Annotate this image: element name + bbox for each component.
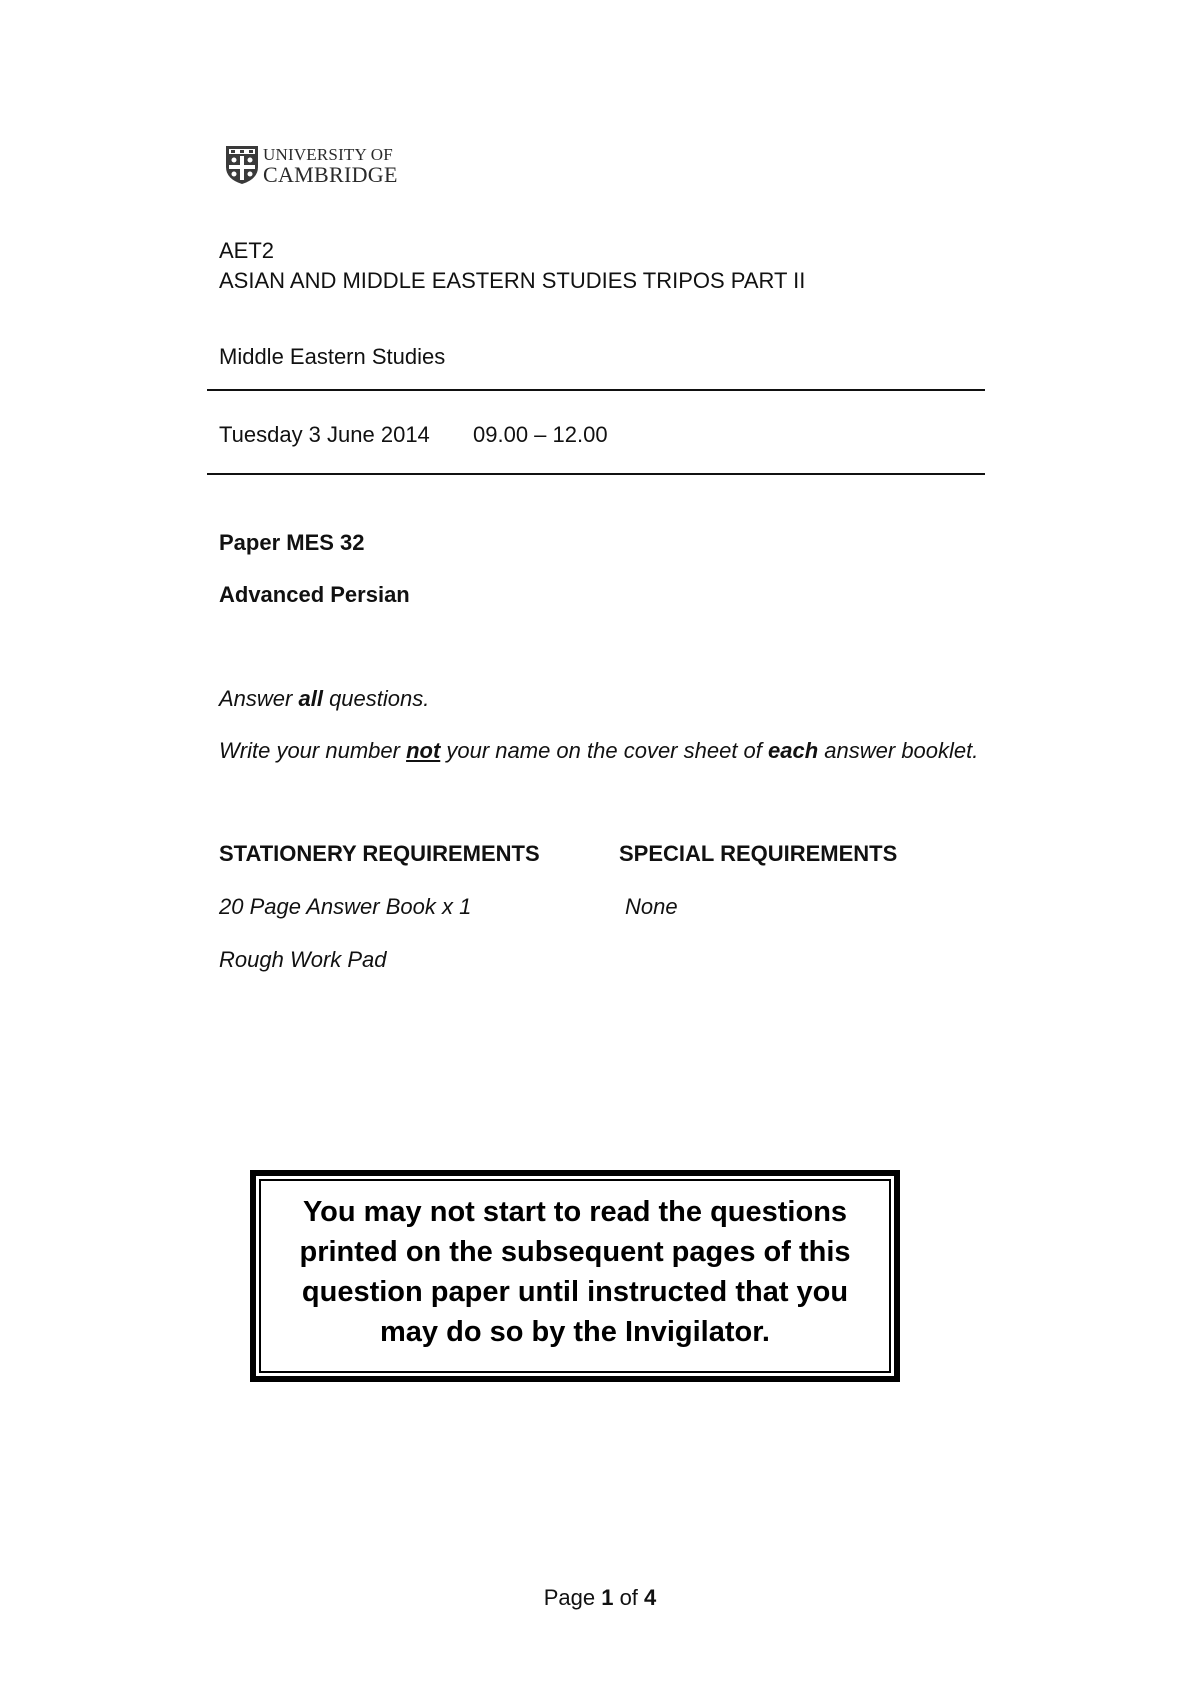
exam-time: 09.00 – 12.00 (473, 422, 608, 447)
subject-name: Middle Eastern Studies (219, 344, 446, 369)
tripos-title: ASIAN AND MIDDLE EASTERN STUDIES TRIPOS PART II (219, 268, 806, 293)
top-rule (207, 389, 985, 391)
paper-title: Advanced Persian (219, 582, 410, 607)
instruction-answer-emph: all (298, 686, 323, 711)
instruction-write-pre: Write your number (219, 738, 407, 763)
logo-line-university-of: UNIVERSITY OF (263, 145, 393, 164)
stationery-item: 20 Page Answer Book x 1 (219, 894, 472, 919)
cambridge-crest-icon (225, 145, 259, 185)
exam-date: Tuesday 3 June 2014 (219, 422, 430, 447)
exam-code: AET2 (219, 238, 275, 263)
invigilator-notice-box (250, 1170, 900, 1382)
instruction-write-not: not (406, 738, 441, 763)
instruction-write-post: answer booklet. (818, 738, 979, 763)
logo-line-cambridge: CAMBRIDGE (263, 162, 398, 187)
notice-inner-frame (259, 1179, 891, 1373)
instruction-write-number (219, 740, 978, 762)
bottom-rule (207, 473, 985, 475)
page-of: of (613, 1585, 645, 1610)
page-total: 4 (644, 1585, 657, 1610)
paper-number: Paper MES 32 (219, 530, 365, 555)
special-item: None (625, 894, 678, 919)
instruction-write-each: each (768, 738, 819, 763)
special-heading: SPECIAL REQUIREMENTS (619, 841, 898, 866)
page-current: 1 (601, 1585, 614, 1610)
page-footer (0, 1587, 1200, 1609)
stationery-item: Rough Work Pad (219, 947, 387, 972)
instruction-answer-post: questions. (322, 686, 430, 711)
instruction-write-mid: your name on the cover sheet of (440, 738, 769, 763)
instruction-answer-pre: Answer (219, 686, 299, 711)
instruction-answer-all (219, 688, 429, 710)
page-prefix: Page (543, 1585, 602, 1610)
university-logo (225, 145, 415, 185)
notice-text: You may not start to read the questions printed on the subsequent pages of this question paper until instructed that you may do so by the Invigilator. (299, 1196, 851, 1348)
stationery-heading: STATIONERY REQUIREMENTS (219, 841, 540, 866)
logo-wordmark (263, 145, 398, 186)
